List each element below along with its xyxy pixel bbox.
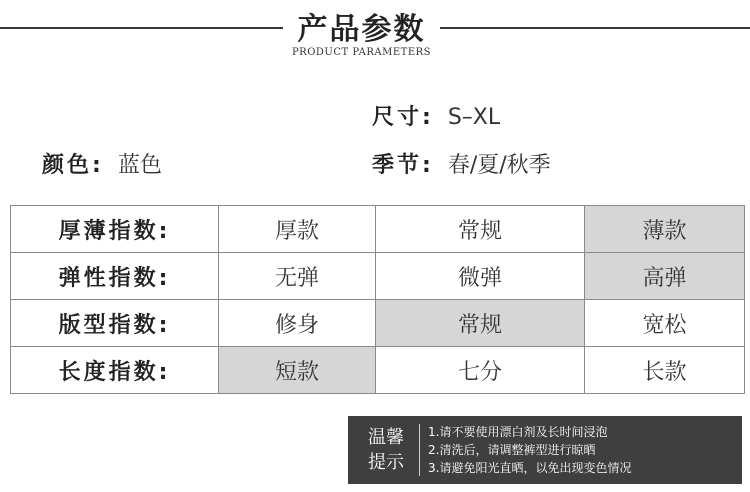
parameter-table	[10, 205, 745, 394]
option-cell: 七分	[376, 347, 585, 394]
option-cell: 常规	[376, 206, 585, 253]
option-cell: 微弹	[376, 253, 585, 300]
care-notice-lines	[428, 423, 631, 477]
spec-color	[42, 148, 162, 179]
option-cell: 修身	[219, 300, 376, 347]
spec-size-value: S–XL	[447, 105, 501, 130]
row-label: 厚薄指数:	[11, 206, 219, 253]
care-notice-line: 3.请避免阳光直晒，以免出现变色情况	[428, 461, 632, 475]
page-subtitle: PRODUCT PARAMETERS	[291, 47, 432, 58]
table-row	[11, 253, 745, 300]
spec-season-label: 季节:	[372, 153, 434, 178]
option-cell: 厚款	[219, 206, 376, 253]
table-row	[11, 300, 745, 347]
table-row	[11, 206, 745, 253]
care-notice-label-line2: 提示	[368, 452, 404, 473]
header-line-left	[0, 27, 283, 29]
care-notice-line: 1.请不要使用漂白剂及长时间浸泡	[428, 425, 608, 439]
option-cell: 高弹	[585, 253, 745, 300]
row-label: 版型指数:	[11, 300, 219, 347]
care-notice-box	[348, 416, 742, 484]
spec-color-value: 蓝色	[117, 153, 162, 178]
page-title: 产品参数	[297, 12, 426, 47]
option-cell: 短款	[219, 347, 376, 394]
option-cell: 无弹	[219, 253, 376, 300]
spec-color-label: 颜色:	[42, 153, 104, 178]
option-cell: 长款	[585, 347, 745, 394]
spec-season	[372, 148, 551, 179]
option-cell: 宽松	[585, 300, 745, 347]
option-cell: 常规	[376, 300, 585, 347]
spec-season-value: 春/夏/秋季	[447, 153, 551, 178]
spec-size-label: 尺寸:	[372, 105, 434, 130]
spec-size	[372, 100, 500, 131]
table-row	[11, 347, 745, 394]
care-notice-label-line1: 温馨	[368, 427, 404, 448]
care-notice-line: 2.清洗后，请调整裤型进行晾晒	[428, 443, 596, 457]
option-cell: 薄款	[585, 206, 745, 253]
row-label: 弹性指数:	[11, 253, 219, 300]
row-label: 长度指数:	[11, 347, 219, 394]
care-notice-divider	[419, 424, 420, 476]
header-line-right	[440, 27, 750, 29]
care-notice-label	[362, 425, 410, 475]
